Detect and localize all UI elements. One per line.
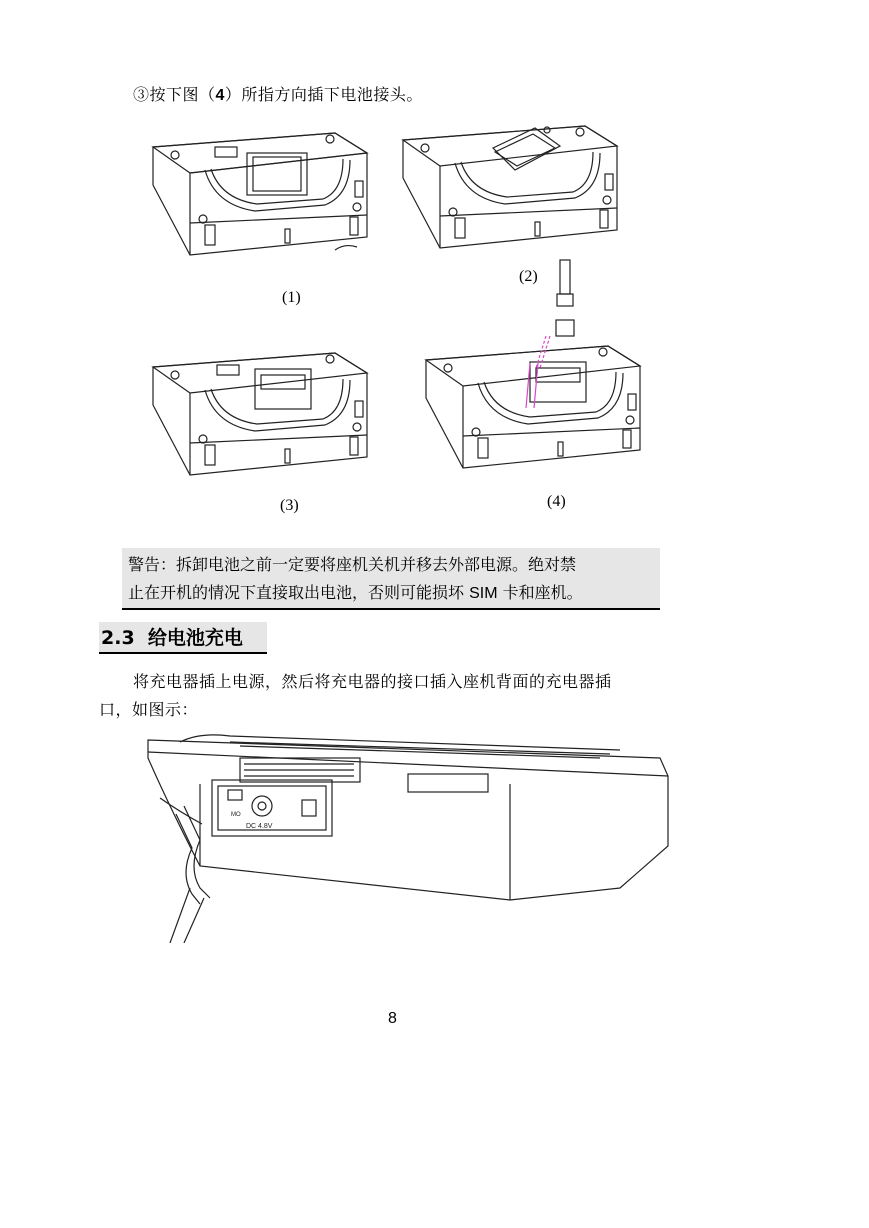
warning-line-2b: 卡和座机。 <box>497 583 583 602</box>
figure-3-phone-base <box>145 345 385 495</box>
warning-box <box>122 548 660 610</box>
figure-1-phone-base <box>145 125 385 275</box>
dc-voltage-label: DC 4.8V <box>246 823 273 830</box>
paragraph-line-1-text: 将充电器插上电源，然后将充电器的接口插入座机背面的充电器插 <box>133 672 612 691</box>
figure-3-caption: (3) <box>280 497 299 514</box>
step-instruction <box>133 82 423 105</box>
charging-illustration <box>140 728 680 943</box>
step-prefix: ③按下图（ <box>133 85 216 104</box>
warning-sim-text: SIM <box>469 585 498 602</box>
figure-4-phone-base <box>418 258 658 488</box>
section-heading <box>99 622 267 654</box>
warning-line-2a: 止在开机的情况下直接取出电池，否则可能损坏 <box>128 583 470 602</box>
section-number: 2.3 <box>101 627 135 649</box>
figure-reference: 4 <box>215 87 225 104</box>
warning-line-2 <box>128 579 654 608</box>
warning-line-1: 警告：拆卸电池之前一定要将座机关机并移去外部电源。绝对禁 <box>128 555 577 574</box>
step-suffix: ）所指方向插下电池接头。 <box>224 85 423 104</box>
figure-2-phone-base <box>395 118 635 268</box>
section-title: 给电池充电 <box>147 627 243 649</box>
paragraph-line-1 <box>99 668 699 696</box>
figure-1-caption: (1) <box>282 289 301 306</box>
port-mark-label: MO <box>231 812 241 818</box>
figure-4-caption: (4) <box>547 493 566 510</box>
paragraph-line-2: 口，如图示： <box>99 700 199 719</box>
charging-paragraph <box>99 668 699 724</box>
page-number: 8 <box>388 1010 397 1027</box>
figure-2-caption: (2) <box>519 268 538 285</box>
